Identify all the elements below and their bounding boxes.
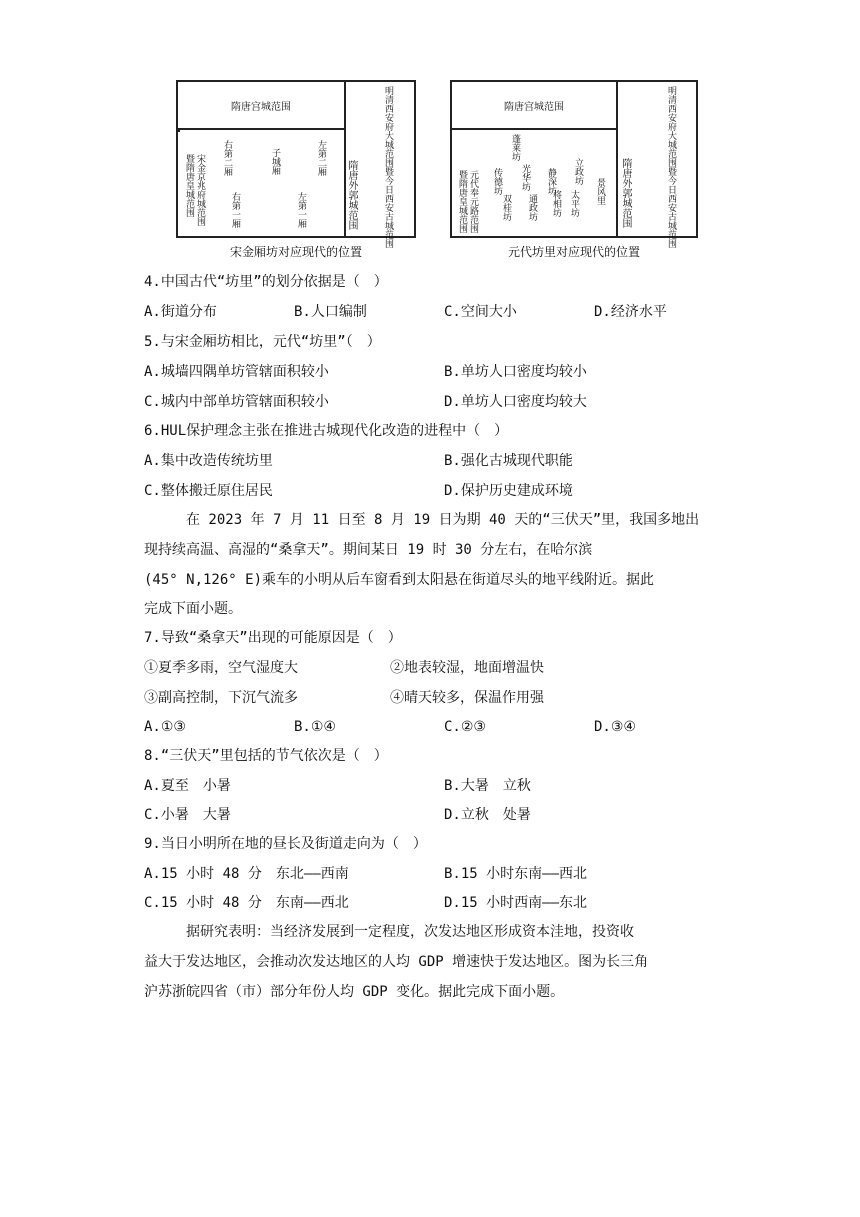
fang-jingfeng: 景风里 <box>595 178 605 205</box>
q4-option-d: D.经济水平 <box>594 304 667 320</box>
q6-stem: 6.HUL保护理念主张在推进古城现代化改造的进程中（ ） <box>144 423 509 439</box>
q6-option-d: D.保护历史建成环境 <box>444 483 573 499</box>
q5-stem: 5.与宋金厢坊相比，元代“坊里”（ ） <box>144 334 381 350</box>
right-second-district: 右第二厢 <box>222 140 232 176</box>
q7-statement-4: ④晴天较多，保温作用强 <box>390 690 544 706</box>
fang-shuanggui: 双桂坊 <box>501 194 511 221</box>
q7-option-a: A.①③ <box>144 719 186 735</box>
fang-jingshen: 静深坊 <box>546 168 556 195</box>
song-jin-map <box>176 80 416 248</box>
q7-statement-2: ②地表较湿，地面增温快 <box>390 660 544 676</box>
fang-taiping: 太平坊 <box>569 190 579 217</box>
q8-option-c: C.小暑 大暑 <box>144 807 231 823</box>
q7-option-c: C.②③ <box>444 719 486 735</box>
q9-option-a: A.15 小时 48 分 东北——西南 <box>144 866 349 882</box>
yuan-city-label: 元代奉元路范围 <box>468 170 478 233</box>
huangcheng-label: 暨隋唐皇城范围 <box>457 170 467 233</box>
q7-stem: 7.导致“桑拿天”出现的可能原因是（ ） <box>144 630 402 646</box>
q6-option-b: B.强化古城现代职能 <box>444 453 573 469</box>
q5-option-d: D.单坊人口密度均较大 <box>444 394 587 410</box>
q7-statement-1: ①夏季多雨，空气湿度大 <box>144 660 298 676</box>
passage1-line4: 完成下面小题。 <box>144 601 242 617</box>
q5-option-b: B.单坊人口密度均较小 <box>444 364 587 380</box>
yuan-map <box>450 80 698 248</box>
q9-option-b: B.15 小时东南——西北 <box>444 866 588 882</box>
q4-option-c: C.空间大小 <box>444 304 517 320</box>
left-first-district: 左第一厢 <box>296 192 306 228</box>
q4-stem: 4.中国古代“坊里”的划分依据是（ ） <box>144 274 388 290</box>
song-city-box <box>178 130 180 132</box>
q8-stem: 8.“三伏天”里包括的节气依次是（ ） <box>144 748 388 764</box>
passage1-line3: (45° N,126° E)乘车的小明从后车窗看到太阳悬在街道尽头的地平线附近。据此 <box>144 572 655 588</box>
right-first-district: 右第一厢 <box>230 192 240 228</box>
fang-tongzheng: 通政坊 <box>527 194 537 221</box>
q8-option-b: B.大暑 立秋 <box>444 778 531 794</box>
palace-area <box>178 82 346 130</box>
palace-label: 隋唐宫城范围 <box>231 101 291 113</box>
fang-lizheng: 立政坊 <box>573 158 583 185</box>
left-second-district: 左第二厢 <box>316 140 326 176</box>
q8-option-a: A.夏至 小暑 <box>144 778 231 794</box>
q4-option-a: A.街道分布 <box>144 304 217 320</box>
passage2-line3: 沪苏浙皖四省（市）部分年份人均 GDP 变化。据此完成下面小题。 <box>144 984 565 1000</box>
outer-city-label: 隋唐外郭城范围 <box>620 158 631 228</box>
outer-city-label: 隋唐外郭城范围 <box>346 160 357 230</box>
q9-option-c: C.15 小时 48 分 东南——西北 <box>144 895 349 911</box>
passage1-line2: 现持续高温、高湿的“桑拿天”。期间某日 19 时 30 分左右，在哈尔滨 <box>144 542 593 558</box>
q6-option-a: A.集中改造传统坊里 <box>144 453 273 469</box>
fang-jiangxiang: 将相坊 <box>551 190 561 217</box>
q9-stem: 9.当日小明所在地的昼长及街道走向为（ ） <box>144 836 427 852</box>
ming-qing-label: 明清西安府大城范围暨今日西安古城范围 <box>666 86 676 248</box>
q6-option-c: C.整体搬迁原住居民 <box>144 483 273 499</box>
q7-option-b: B.①④ <box>294 719 336 735</box>
fang-chuande: 传德坊 <box>492 168 502 195</box>
right-figure-caption: 元代坊里对应现代的位置 <box>507 245 640 259</box>
q8-option-d: D.立秋 处暑 <box>444 807 531 823</box>
q4-option-b: B.人口编制 <box>294 304 367 320</box>
passage2-line1: 据研究表明：当经济发展到一定程度，次发达地区形成资本洼地，投资收 <box>186 924 634 940</box>
q7-statement-3: ③副高控制，下沉气流多 <box>144 690 298 706</box>
huangcheng-label: 暨隋唐皇城范围 <box>184 154 194 217</box>
zicheng-district: 子城厢 <box>270 148 280 175</box>
passage1-line1: 在 2023 年 7 月 11 日至 8 月 19 日为期 40 天的“三伏天”里，我国多地出 <box>186 512 700 528</box>
q5-option-a: A.城墙四隅单坊管辖面积较小 <box>144 364 329 380</box>
palace-label: 隋唐宫城范围 <box>504 101 564 113</box>
q7-option-d: D.③④ <box>594 719 636 735</box>
q5-option-c: C.城内中部单坊管辖面积较小 <box>144 394 329 410</box>
passage2-line2: 益大于发达地区，会推动次发达地区的人均 GDP 增速快于发达地区。图为长三角 <box>144 954 649 970</box>
fang-guanghua: 光华坊 <box>520 164 530 191</box>
right-divider <box>616 82 618 236</box>
ming-qing-label: 明清西安府大城范围暨今日西安古城范围 <box>383 86 393 248</box>
fang-penglai: 蓬莱坊 <box>510 134 520 161</box>
song-jin-city-label: 宋金京兆府城范围 <box>195 154 205 226</box>
palace-area <box>452 82 618 130</box>
left-figure-caption: 宋金厢坊对应现代的位置 <box>229 245 362 259</box>
q9-option-d: D.15 小时西南——东北 <box>444 895 588 911</box>
